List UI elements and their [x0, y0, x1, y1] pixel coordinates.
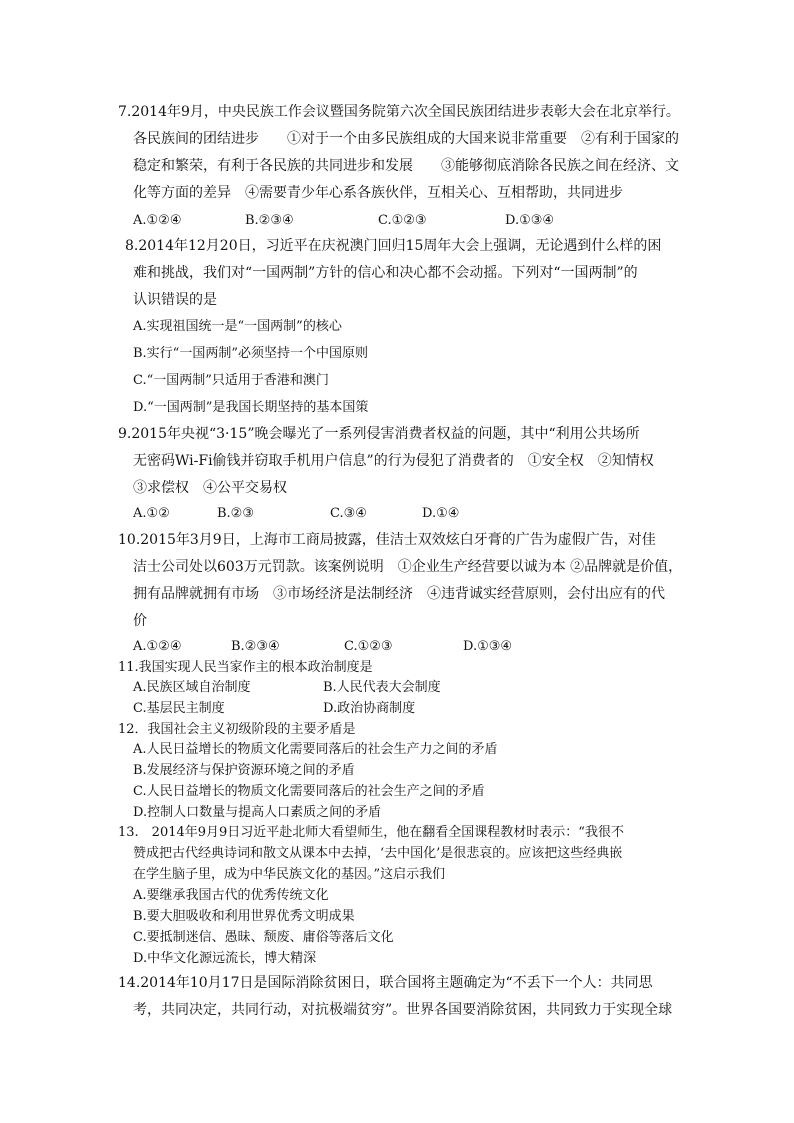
- q13-line-2: 赞成把古代经典诗词和散文从课本中去掉，‘去中国化’是很悲哀的。应该把这些经典嵌: [133, 846, 623, 861]
- q13-option-d: D.中华文化源远流长，博大精深: [133, 951, 317, 966]
- q10-option-c: C.①②③: [344, 639, 393, 654]
- q13-option-c: C.要抵制迷信、愚昧、颓废、庸俗等落后文化: [133, 930, 394, 945]
- q12-option-d: D.控制人口数量与提高人口素质之间的矛盾: [133, 805, 382, 820]
- q9-option-d: D.①④: [422, 506, 460, 521]
- q11-option-b: B.人民代表大会制度: [323, 680, 441, 695]
- q9-line-1: 9.2015年央视“3·15”晚会曝光了一系列侵害消费者权益的问题，其中“利用公共场所: [118, 426, 640, 442]
- q8-option-a: A.实现祖国统一是“一国两制”的核心: [133, 319, 342, 334]
- q10-option-d: D.①③④: [463, 639, 513, 654]
- q10-option-a: A.①②④: [133, 639, 182, 654]
- q13-line-1: 13. 2014年9月9日习近平赴北师大看望师生，他在翻看全国课程教材时表示：“我很不: [118, 825, 624, 840]
- q12-stem: 12．我国社会主义初级阶段的主要矛盾是: [118, 722, 356, 737]
- q8-line-2: 难和挑战，我们对“一国两制”方针的信心和决心都不会动摇。下列对“一国两制”的: [133, 265, 638, 281]
- q8-line-3: 认识错误的是: [133, 292, 217, 308]
- q10-line-4: 价: [133, 613, 147, 629]
- q8-line-1: 8.2014年12月20日，习近平在庆祝澳门回归15周年大会上强调，无论遇到什么样的困: [125, 238, 662, 254]
- q12-option-a: A.人民日益增长的物质文化需要同落后的社会生产力之间的矛盾: [133, 742, 498, 757]
- q13-option-a: A.要继承我国古代的优秀传统文化: [133, 888, 329, 903]
- q11-option-d: D.政治协商制度: [323, 701, 416, 716]
- q8-option-c: C.“一国两制”只适用于香港和澳门: [133, 373, 329, 388]
- q10-line-2: 洁士公司处以603万元罚款。该案例说明 ①企业生产经营要以诚为本 ②品牌就是价值，: [133, 559, 683, 575]
- q14-line-2: 考，共同决定，共同行动，对抗极端贫穷”。世界各国要消除贫困，共同致力于实现全球: [133, 1002, 673, 1018]
- q10-line-3: 拥有品牌就拥有市场 ③市场经济是法制经济 ④违背诚实经营原则，会付出应有的代: [133, 586, 665, 602]
- q14-line-1: 14.2014年10月17日是国际消除贫困日，联合国将主题确定为“不丢下一个人：共同思: [118, 975, 653, 991]
- q13-option-b: B.要大胆吸收和利用世界优秀文明成果: [133, 909, 355, 924]
- q11-stem: 11.我国实现人民当家作主的根本政治制度是: [118, 660, 373, 675]
- q12-option-b: B.发展经济与保护资源环境之间的矛盾: [133, 763, 355, 778]
- q11-option-c: C.基层民主制度: [133, 701, 225, 716]
- q9-option-c: C.③④: [330, 506, 367, 521]
- q7-line-3: 稳定和繁荣，有利于各民族的共同进步和发展 ③能够彻底消除各民族之间在经济、文: [133, 158, 679, 174]
- q10-option-b: B.②③④: [231, 639, 280, 654]
- q9-option-b: B.②③: [217, 506, 254, 521]
- q7-option-a: A.①②④: [133, 213, 182, 228]
- q9-line-3: ③求偿权 ④公平交易权: [133, 480, 287, 496]
- q12-option-c: C.人民日益增长的物质文化需要同落后的社会生产之间的矛盾: [133, 784, 485, 799]
- q7-option-d: D.①③④: [505, 213, 555, 228]
- q9-line-2: 无密码Wi-Fi偷钱并窃取手机用户信息”的行为侵犯了消费者的 ①安全权 ②知情权: [133, 453, 654, 469]
- q7-line-4: 化等方面的差异 ④需要青少年心系各族伙伴，互相关心、互相帮助，共同进步: [133, 185, 623, 201]
- q9-option-a: A.①②: [133, 506, 170, 521]
- q13-line-3: 在学生脑子里，成为中华民族文化的基因。”这启示我们: [133, 867, 446, 882]
- q8-option-b: B.实行“一国两制”必须坚持一个中国原则: [133, 346, 368, 361]
- q7-option-c: C.①②③: [378, 213, 427, 228]
- q7-line-2: 各民族间的团结进步 ①对于一个由多民族组成的大国来说非常重要 ②有利于国家的: [133, 131, 679, 147]
- q10-line-1: 10.2015年3月9日，上海市工商局披露，佳洁士双效炫白牙膏的广告为虚假广告，对佳: [118, 532, 656, 548]
- q7-option-b: B.②③④: [245, 213, 294, 228]
- q7-line-1: 7.2014年9月，中央民族工作会议暨国务院第六次全国民族团结进步表彰大会在北京举行。: [118, 104, 680, 120]
- q11-option-a: A.民族区域自治制度: [133, 680, 251, 695]
- q8-option-d: D.“一国两制”是我国长期坚持的基本国策: [133, 400, 369, 415]
